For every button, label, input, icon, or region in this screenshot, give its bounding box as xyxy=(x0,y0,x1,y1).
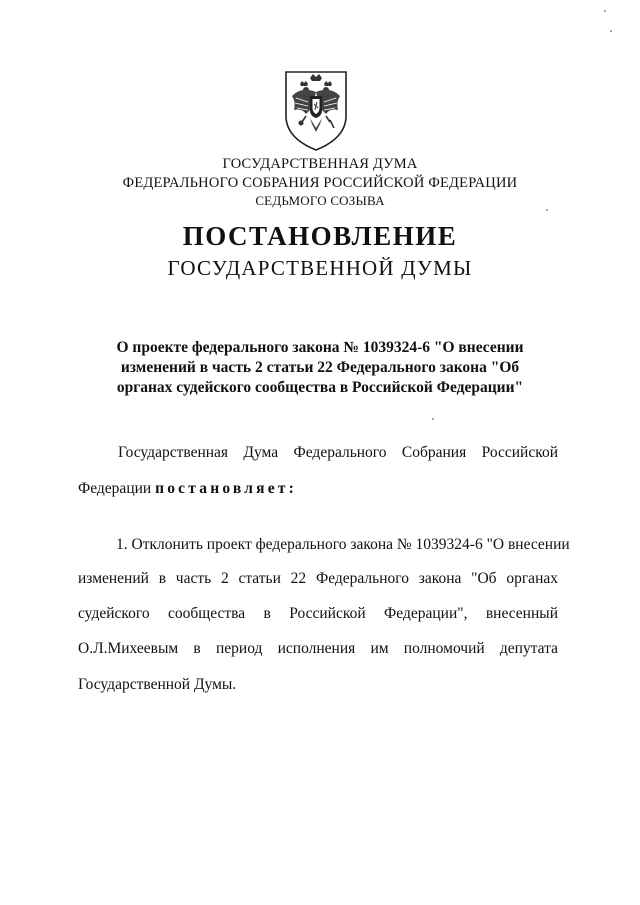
subject-line3: органах судейского сообщества в Российской Федерации" xyxy=(116,379,524,396)
document-subtitle: ГОСУДАРСТВЕННОЙ ДУМЫ xyxy=(167,256,473,280)
org-name-line1: ГОСУДАРСТВЕННАЯ ДУМА xyxy=(222,156,418,172)
coat-of-arms-icon xyxy=(280,68,352,152)
clause1-line5: Государственной Думы. xyxy=(78,676,237,693)
scan-speck xyxy=(432,418,434,420)
scan-speck xyxy=(546,209,548,211)
decree-word: постановляет: xyxy=(155,480,297,497)
preamble-line2 xyxy=(78,480,558,498)
subject-line2: изменений в часть 2 статьи 22 Федерального закона "Об xyxy=(120,359,520,376)
scan-speck xyxy=(604,10,606,12)
preamble-prefix: Федерации xyxy=(78,480,152,497)
clause1-line2: изменений в часть 2 статьи 22 Федерального закона "Об органах xyxy=(78,570,558,587)
clause1-line3: судейского сообщества в Российской Федерации", внесенный xyxy=(78,605,558,622)
convocation-line: СЕДЬМОГО СОЗЫВА xyxy=(255,193,385,208)
org-name-line2: ФЕДЕРАЛЬНОГО СОБРАНИЯ РОССИЙСКОЙ ФЕДЕРАЦИИ xyxy=(122,175,518,191)
preamble-line1: Государственная Дума Федерального Собрания Российской xyxy=(118,444,558,461)
clause1-line4: О.Л.Михеевым в период исполнения им полномочий депутата xyxy=(78,640,558,657)
clause1-line1: 1. Отклонить проект федерального закона № 1039324-6 "О внесении xyxy=(116,536,570,553)
document-title: ПОСТАНОВЛЕНИЕ xyxy=(182,221,458,251)
resolution-subject xyxy=(100,338,540,398)
scan-speck xyxy=(610,30,612,32)
subject-line1: О проекте федерального закона № 1039324-6 "О внесении xyxy=(116,339,524,356)
